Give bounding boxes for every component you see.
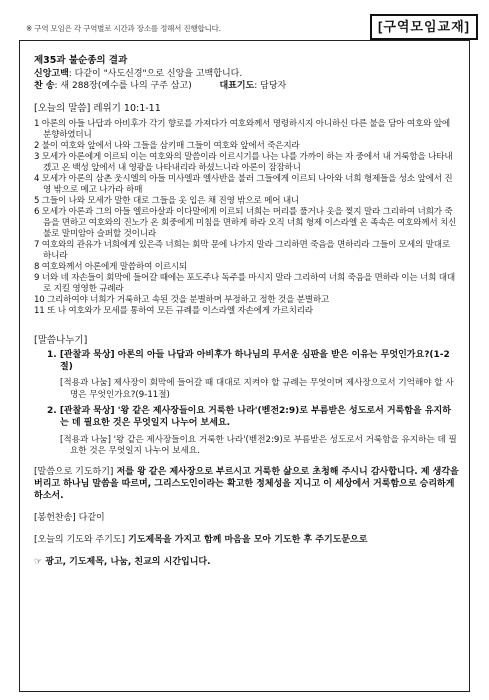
intercession-label: [오늘의 기도와 주기도] bbox=[34, 535, 125, 546]
closing-prayer-text: 저를 왕 같은 제사장으로 부르시고 거룩한 삶으로 초청해 주시니 감사합니다. 제 생각을 버리고 하나님 말씀을 따르며, 그리스도인이라는 확고한 정체성을 지니고 이 세상에서 거룩함으로 승리하게 하소서. bbox=[34, 466, 459, 501]
announcement: ☞ 광고, 기도제목, 나눔, 친교의 시간입니다. bbox=[34, 557, 211, 568]
application-1: [적용과 나눔] 제사장이 회막에 들어갈 때 대대로 지켜야 할 규례는 무엇이며 제사장으로서 기억해야 할 사명은 무엇인가요?(9-11절) bbox=[60, 378, 454, 400]
verse-item: 5 그들이 나와 모세가 말한 대로 그들을 옷 입은 채 진영 밖으로 메어 내니 bbox=[34, 195, 300, 206]
lesson-document bbox=[19, 40, 470, 692]
intercession-text: 기도제목을 가지고 함께 마음을 모아 기도한 후 주기도문으로 bbox=[125, 535, 368, 546]
hymn-row bbox=[34, 80, 459, 92]
creed-row bbox=[34, 68, 459, 80]
verse-item: 9 너와 네 자손들이 회막에 들어갈 때에는 포도주나 독주를 마시지 말라 그리하여 너희 죽음을 면하라 이는 너희 대대로 지킬 영영한 규례라 bbox=[34, 272, 455, 294]
verse-item: 10 그리하여야 너희가 거룩하고 속된 것을 분별하며 부정하고 정한 것을 분별하고 bbox=[34, 294, 330, 305]
verse-item: 7 여호와의 관유가 너희에게 있은즉 너희는 회막 문에 나가지 말라 그리하면 죽음을 면하리라 그들이 모세의 말대로 하니라 bbox=[34, 239, 450, 261]
verse-item: 6 모세가 아론과 그의 아들 엘르아살과 이다말에게 이르되 너희는 머리를 풀거나 옷을 찢지 말라 그리하여 너희가 죽음을 면하고 여호와의 진노가 온 회중에게 미침을 면하게 하라 오직 너희 형제 이스라엘 온 족속은 여호와께서 치신 불로 말미암아 슬퍼할 것이니라 bbox=[34, 206, 457, 239]
hymn-label: 찬 송 bbox=[34, 80, 55, 91]
closing-prayer-label: [말씀으로 기도하기] bbox=[34, 466, 114, 477]
question-1: 1. [관찰과 묵상] 아론의 아들 나답과 아비후가 하나님의 무서운 심판을 받은 이유는 무엇인가요?(1-2절) bbox=[47, 349, 450, 372]
prayer-label: 대표기도 bbox=[219, 80, 255, 91]
intercession bbox=[34, 534, 459, 546]
verse-item: 4 모세가 아론의 삼촌 웃시엘의 아들 미사엘과 엘사반을 불러 그들에게 이르되 나아와 너희 형제들을 성소 앞에서 진영 밖으로 메고 나가라 하매 bbox=[34, 173, 453, 195]
verse-item: 1 아론의 아들 나답과 아비후가 각기 향로를 가져다가 여호와께서 명령하시지 아니하신 다른 불을 담아 여호와 앞에 분향하였더니 bbox=[34, 118, 450, 140]
offering-label: [봉헌찬송] bbox=[34, 513, 76, 524]
hymn-value: : 새 288장(예수를 나의 구주 삼고) bbox=[54, 80, 192, 91]
offering-text: 다같이 bbox=[75, 513, 105, 524]
verse-item: 11 또 나 여호와가 모세를 통하여 모든 규례를 이스라엘 자손에게 가르치리라 bbox=[34, 305, 313, 316]
application-2: [적용과 나눔] '왕 같은 제사장들이요 거룩한 나라'(벧전2:9)로 부름받은 성도로서 거룩함을 유지하는 데 필요한 것은 무엇일지 나누어 보세요. bbox=[60, 434, 457, 457]
header bbox=[14, 10, 478, 44]
verse-list bbox=[34, 119, 459, 317]
scripture-ref: 레위기 10:1-11 bbox=[90, 103, 161, 115]
material-badge: [구역모임교재] bbox=[370, 14, 478, 40]
creed-label: 신앙고백 bbox=[34, 68, 69, 79]
verse-item: 3 모세가 아론에게 이르되 이는 여호와의 말씀이라 이르시기를 나는 나를 가까이 하는 자 중에서 내 거룩함을 나타내겠고 온 백성 앞에서 내 영광을 나타내리라 하셨느니라 아론이 잠잠하니 bbox=[34, 151, 453, 173]
verse-item: 2 불이 여호와 앞에서 나와 그들을 삼키매 그들이 여호와 앞에서 죽은지라 bbox=[34, 140, 300, 151]
verse-item: 8 여호와께서 아론에게 말씀하여 이르시되 bbox=[34, 261, 188, 272]
closing-prayer bbox=[34, 466, 459, 502]
scripture-heading bbox=[34, 103, 459, 116]
prayer-value: : 담당자 bbox=[254, 80, 287, 91]
scripture-label: [오늘의 말씀] bbox=[34, 103, 91, 115]
sharing-heading: [말씀나누기] bbox=[34, 334, 88, 346]
question-2: 2. [관찰과 묵상] '왕 같은 제사장들이요 거룩한 나라'(벧전2:9)로 부름받은 성도로서 거룩함을 유지하는 데 필요한 것은 무엇일지 나누어 보세요. bbox=[47, 406, 451, 429]
creed-value: : 다같이 "사도신경"으로 신앙을 고백합니다. bbox=[68, 68, 243, 79]
offering-hymn bbox=[34, 512, 459, 524]
lesson-title: 제35과 불순종의 결과 bbox=[34, 55, 128, 66]
meeting-note: ※ 구역 모임은 각 구역별로 시간과 장소를 정해서 진행합니다. bbox=[26, 24, 221, 33]
